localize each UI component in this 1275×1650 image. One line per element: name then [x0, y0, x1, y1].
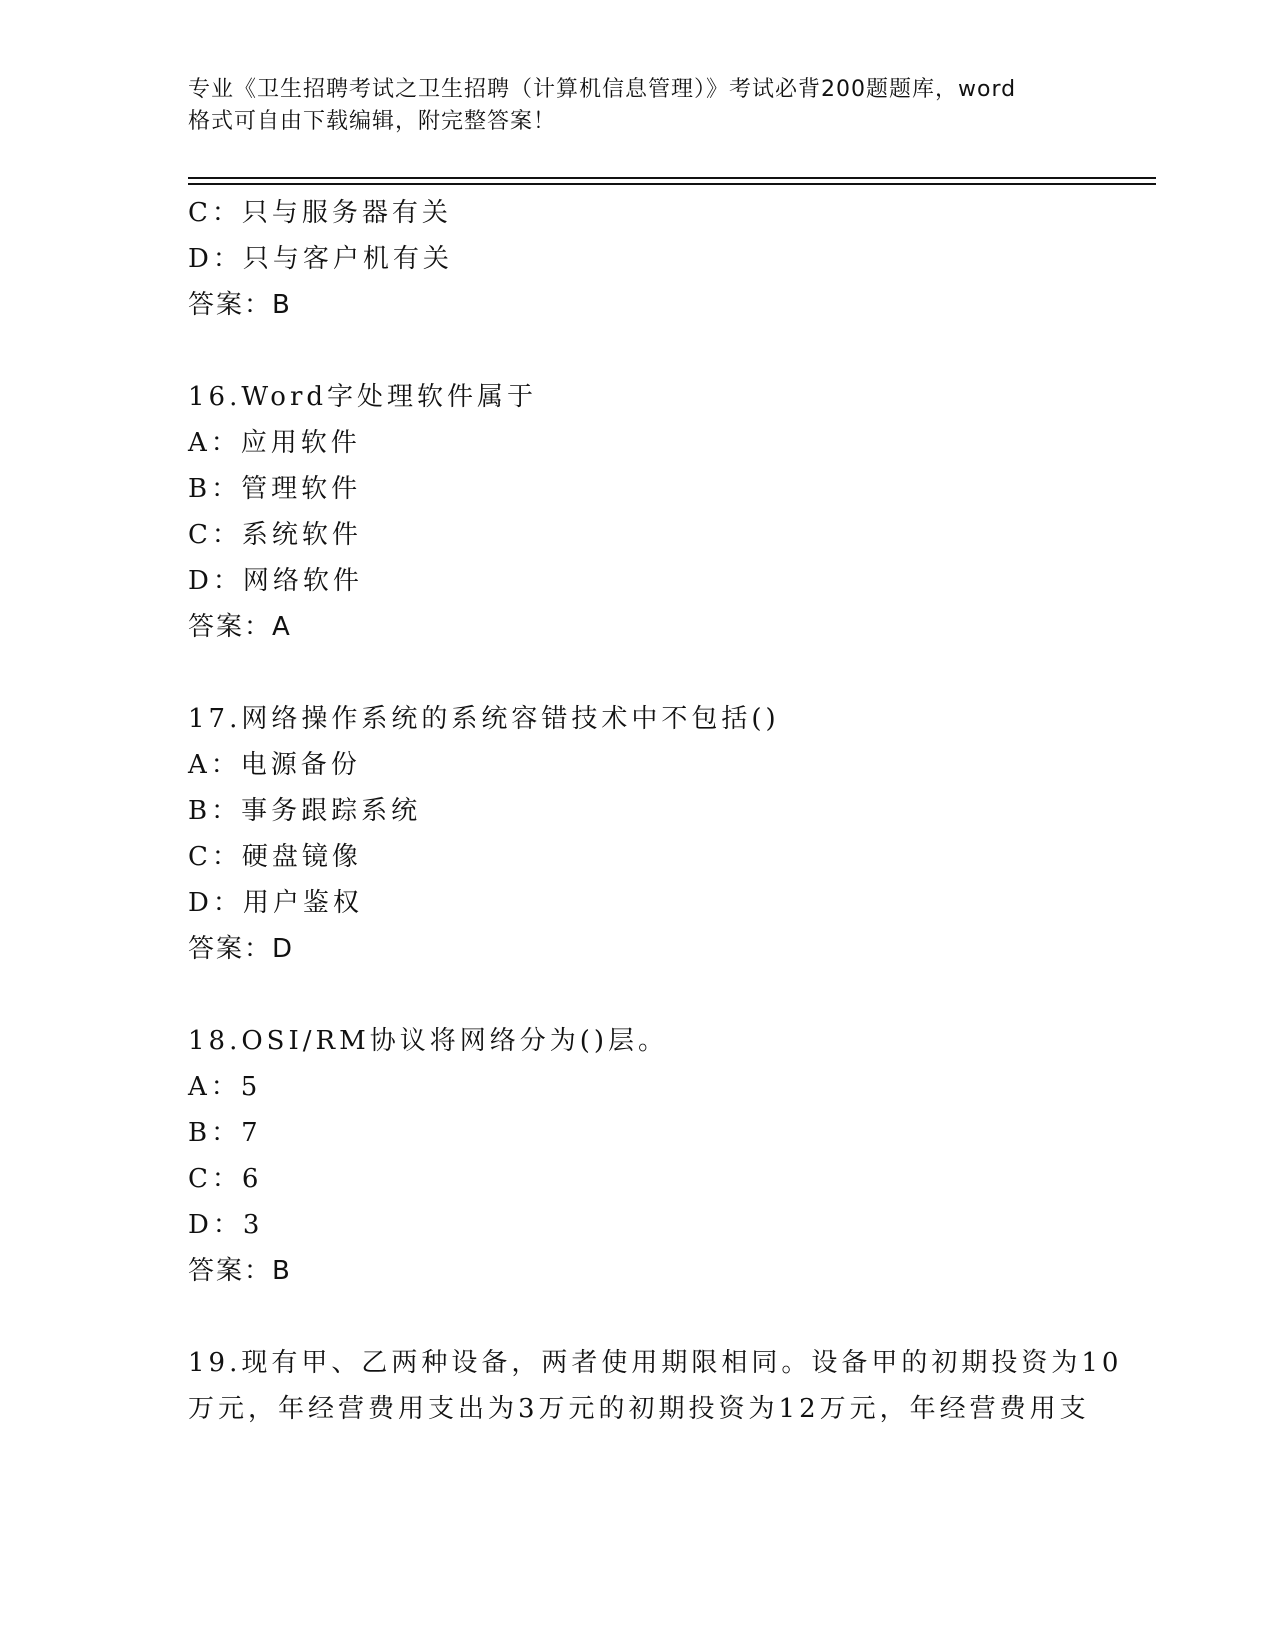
option-b: B：事务跟踪系统 [188, 796, 422, 826]
answer-line: 答案：A [188, 612, 292, 642]
question-16 [188, 374, 1088, 650]
option-c: C：6 [188, 1164, 263, 1194]
question-text: 18.OSI/RM协议将网络分为()层。 [188, 1026, 668, 1056]
question-text: 17.网络操作系统的系统容错技术中不包括() [188, 704, 780, 734]
header-divider-bottom [188, 183, 1156, 185]
header-line-2: 格式可自由下载编辑，附完整答案！ [188, 109, 557, 134]
document-body [188, 190, 1123, 1432]
question-text-line-1: 19.现有甲、乙两种设备，两者使用期限相同。设备甲的初期投资为10 [188, 1348, 1123, 1378]
spacer [188, 650, 1088, 696]
answer-line: 答案：D [188, 934, 295, 964]
answer-line: 答案：B [188, 1256, 292, 1286]
answer-line: 答案：B [188, 290, 292, 320]
question-18 [188, 1018, 1088, 1294]
question-15-tail [188, 190, 1088, 328]
option-d: D：只与客户机有关 [188, 244, 453, 274]
option-d: D：网络软件 [188, 566, 363, 596]
option-b: B：7 [188, 1118, 262, 1148]
option-a: A：5 [188, 1072, 262, 1102]
option-a: A：应用软件 [188, 428, 361, 458]
option-d: D：用户鉴权 [188, 888, 363, 918]
spacer [188, 972, 1088, 1018]
spacer [188, 1294, 1088, 1340]
option-a: A：电源备份 [188, 750, 361, 780]
spacer [188, 328, 1088, 374]
question-17 [188, 696, 1088, 972]
option-c: C：系统软件 [188, 520, 362, 550]
question-19 [188, 1340, 1123, 1432]
header-divider-top [188, 177, 1156, 179]
option-b: B：管理软件 [188, 474, 362, 504]
option-d: D：3 [188, 1210, 264, 1240]
document-header [188, 74, 1088, 138]
question-text: 16.Word字处理软件属于 [188, 382, 538, 412]
option-c: C：只与服务器有关 [188, 198, 452, 228]
question-text-line-2: 万元，年经营费用支出为3万元的初期投资为12万元，年经营费用支 [188, 1394, 1090, 1424]
header-line-1: 专业《卫生招聘考试之卫生招聘（计算机信息管理）》考试必背200题题库，word [188, 77, 1017, 102]
option-c: C：硬盘镜像 [188, 842, 362, 872]
